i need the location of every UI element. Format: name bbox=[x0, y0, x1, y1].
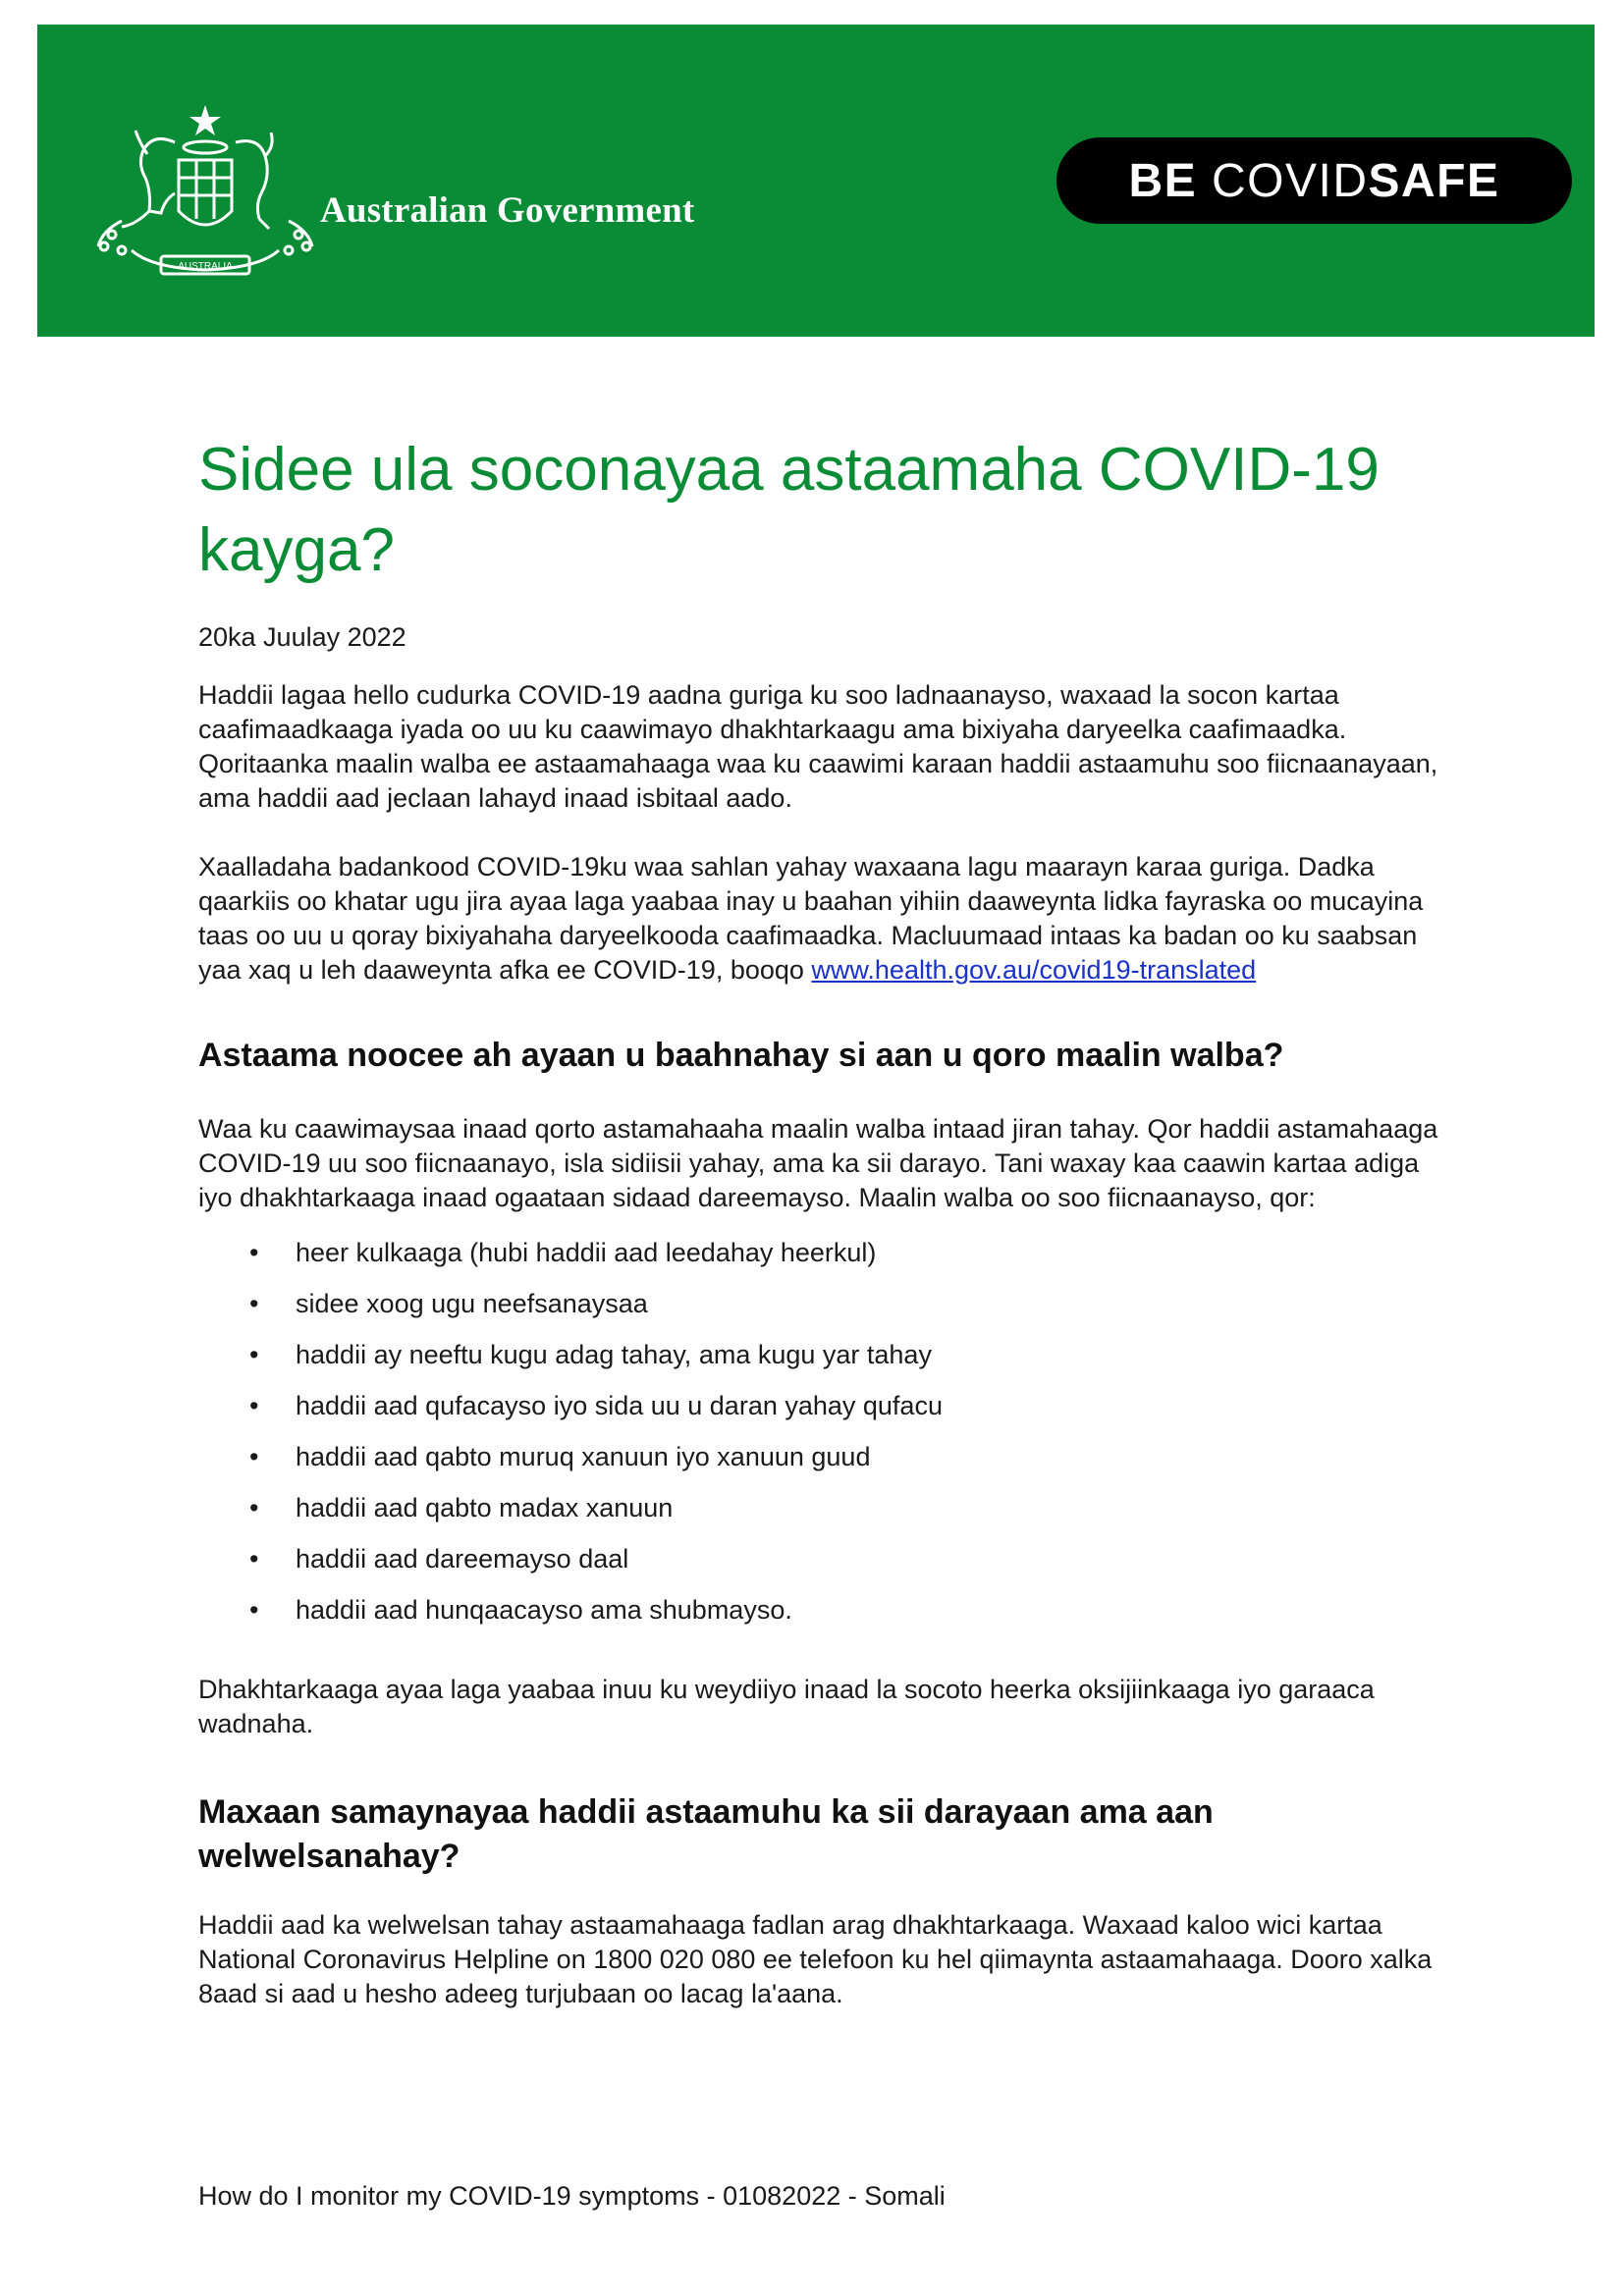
list-item bbox=[198, 1584, 1440, 1635]
svg-text:AUSTRALIA: AUSTRALIA bbox=[178, 261, 233, 272]
bullet-icon: • bbox=[249, 1391, 259, 1420]
badge-safe-text: SAFE bbox=[1368, 154, 1500, 207]
helpline-paragraph: Haddii aad ka welwelsan tahay astaamahaaga fadlan arag dhakhtarkaaga. Waxaad kaloo wici kartaa National Coronavirus Helpline on 1800 020 080 ee telefoon ku hel qiimaynta astaamahaaga. Dooro xalka 8aad si aad u hesho adeeg turjubaan oo lacag la'aana. bbox=[198, 1910, 1433, 2008]
bullet-icon: • bbox=[249, 1595, 259, 1625]
list-item bbox=[198, 1431, 1440, 1482]
bullet-icon: • bbox=[249, 1289, 259, 1318]
symptoms-intro-paragraph: Waa ku caawimaysaa inaad qorto astamahaaha maalin walba intaad jiran tahay. Qor haddii astamahaaga COVID-19 uu soo fiicnaanayo, isla sidiisii yahay, ama ka sii darayo. Tani waxay kaa caawin kartaa adiga iyo dhakhtarkaaga inaad ogaataan sidaad dareemayso. Maalin walba oo soo fiicnaanayso, qor: bbox=[198, 1114, 1438, 1212]
list-item-text: haddii aad dareemayso daal bbox=[296, 1544, 629, 1574]
list-item bbox=[198, 1380, 1440, 1431]
bullet-icon: • bbox=[249, 1493, 259, 1522]
list-item bbox=[198, 1278, 1440, 1329]
bullet-icon: • bbox=[249, 1340, 259, 1369]
coat-of-arms-icon bbox=[92, 103, 318, 285]
section-heading-symptoms: Astaama noocee ah ayaan u baahnahay si aan u qoro maalin walba? bbox=[198, 1037, 1284, 1074]
list-item bbox=[198, 1482, 1440, 1533]
treatment-paragraph-text: Xaalladaha badankood COVID-19ku waa sahlan yahay waxaana lagu maarayn karaa guriga. Dadka qaarkiis oo khatar ugu jira ayaa laga yaabaa inay u baahan yihiin daaweynta lidka fayraska oo mucayina taas oo uu u qoray bixiyahaha daryeelkooda caafimaadka. Macluumaad intaas ka badan oo ku saabsan yaa xaq u leh daaweynta afka ee COVID-19, booqo bbox=[198, 852, 1424, 985]
page-title: Sidee ula soconayaa astaamaha COVID-19 kayga? bbox=[198, 436, 1380, 584]
bullet-icon: • bbox=[249, 1544, 259, 1574]
list-item-text: haddii aad qabto madax xanuun bbox=[296, 1493, 674, 1522]
section-heading-worse: Maxaan samaynayaa haddii astaamuhu ka sii darayaan ama aan welwelsanahay? bbox=[198, 1793, 1214, 1875]
article-body bbox=[198, 430, 1440, 2011]
bullet-icon: • bbox=[249, 1238, 259, 1267]
list-item bbox=[198, 1533, 1440, 1584]
oxygen-paragraph: Dhakhtarkaaga ayaa laga yaabaa inuu ku weydiiyo inaad la socoto heerka oksijiinkaaga iyo garaaca wadnaha. bbox=[198, 1675, 1375, 1738]
health-translated-link[interactable]: www.health.gov.au/covid19-translated bbox=[811, 955, 1257, 985]
bullet-icon: • bbox=[249, 1442, 259, 1471]
header-banner bbox=[37, 25, 1595, 337]
list-item bbox=[198, 1329, 1440, 1380]
list-item-text: heer kulkaaga (hubi haddii aad leedahay heerkul) bbox=[296, 1238, 877, 1267]
be-covidsafe-badge bbox=[1056, 137, 1572, 224]
publish-date: 20ka Juulay 2022 bbox=[198, 622, 406, 652]
badge-covid-text: COVID bbox=[1211, 154, 1369, 207]
treatment-paragraph bbox=[198, 850, 1440, 988]
badge-be-text: BE bbox=[1128, 154, 1212, 207]
list-item-text: haddii aad qufacayso iyo sida uu u daran yahay qufacu bbox=[296, 1391, 943, 1420]
government-name: Australian Government bbox=[320, 190, 695, 231]
list-item-text: sidee xoog ugu neefsanaysaa bbox=[296, 1289, 648, 1318]
symptom-list bbox=[198, 1227, 1440, 1635]
list-item bbox=[198, 1227, 1440, 1278]
list-item-text: haddii ay neeftu kugu adag tahay, ama kugu yar tahay bbox=[296, 1340, 932, 1369]
list-item-text: haddii aad qabto muruq xanuun iyo xanuun guud bbox=[296, 1442, 871, 1471]
intro-paragraph: Haddii lagaa hello cudurka COVID-19 aadna guriga ku soo ladnaanayso, waxaad la socon kartaa caafimaadkaaga iyada oo uu ku caawimayo dhakhtarkaagu ama bixiyaha daryeelka caafimaadka. Qoritaanka maalin walba ee astaamahaaga waa ku caawimi karaan haddii astaamuhu soo fiicnaanayaan, ama haddii aad jeclaan lahayd inaad isbitaal aado. bbox=[198, 680, 1438, 813]
list-item-text: haddii aad hunqaacayso ama shubmayso. bbox=[296, 1595, 792, 1625]
page-footer: How do I monitor my COVID-19 symptoms - 01082022 - Somali bbox=[198, 2181, 946, 2211]
